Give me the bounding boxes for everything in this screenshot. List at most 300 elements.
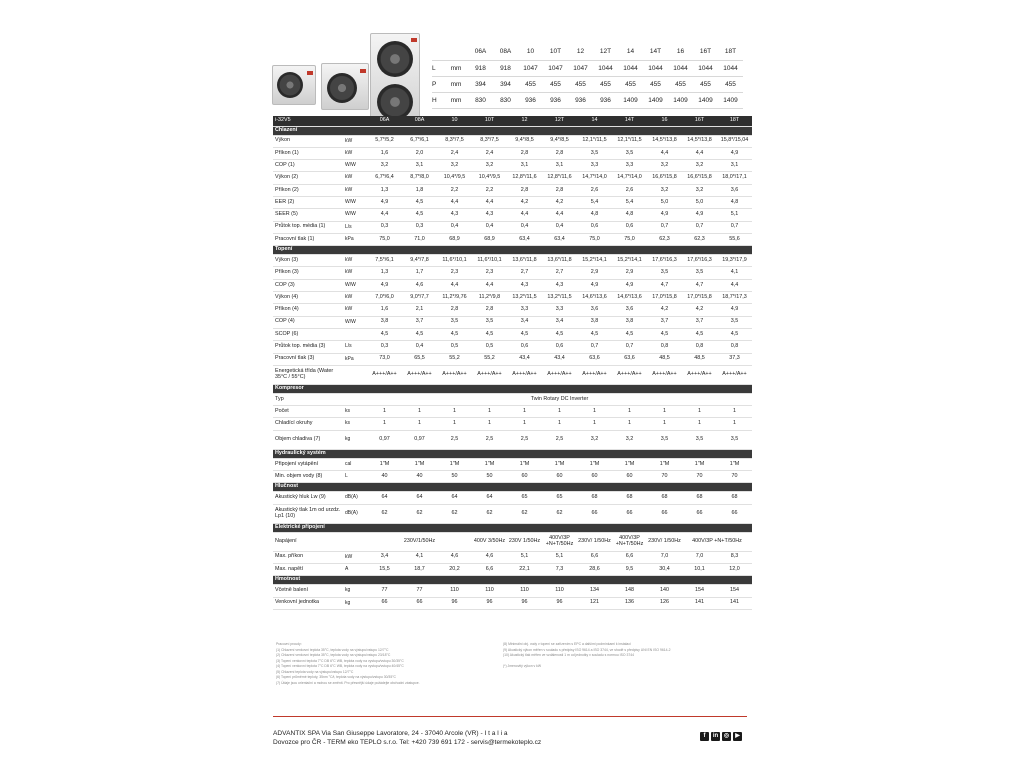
value-cell: 63,6 <box>612 353 647 365</box>
value-cell: 2,8 <box>542 147 577 159</box>
value-cell: 17,6*/16,3 <box>647 255 682 267</box>
value-cell: 37,3 <box>717 353 752 365</box>
value-cell: 1 <box>507 418 542 430</box>
value-cell: 13,2*/11,5 <box>542 292 577 304</box>
dim-unit-cell: mm <box>444 92 468 108</box>
model-header: 06A <box>468 44 493 60</box>
unit-cell: kW <box>345 292 367 304</box>
power-supply-cell: 230V/ 1/50Hz <box>577 532 612 551</box>
value-cell: 1"M <box>507 458 542 470</box>
section-title: Topení <box>273 246 752 255</box>
value-cell: A+++/A++ <box>507 365 542 384</box>
model-header: 18T <box>717 116 752 126</box>
value-cell: 5,1 <box>507 551 542 563</box>
value-cell: 65 <box>542 492 577 504</box>
unit-cell: L/s <box>345 341 367 353</box>
power-supply-cell: 230V/1/50Hz <box>367 532 472 551</box>
unit-cell: ks <box>345 406 367 418</box>
value-cell: 4,5 <box>507 328 542 340</box>
value-cell: A+++/A++ <box>472 365 507 384</box>
dim-value-cell: 830 <box>493 92 518 108</box>
value-cell: 14,6*/13,6 <box>577 292 612 304</box>
value-cell: 28,6 <box>577 563 612 575</box>
parameter-label: Včetně balení <box>273 585 345 597</box>
unit-cell: L <box>345 471 367 483</box>
unit-cell: kW <box>345 255 367 267</box>
value-cell: 8,3 <box>717 551 752 563</box>
value-cell: 3,2 <box>647 160 682 172</box>
value-cell: 15,2*/14,1 <box>577 255 612 267</box>
spec-row <box>273 597 752 609</box>
value-cell: 3,5 <box>717 316 752 328</box>
value-cell: 134 <box>577 585 612 597</box>
value-cell: 1 <box>612 418 647 430</box>
footnote-line: (4) Topení venkovní teplota 7°C DB 6°C WB, teplota vody na vystupu/vstupu 40/45°C <box>276 664 404 668</box>
spec-row <box>273 365 752 384</box>
value-cell: 4,7 <box>647 279 682 291</box>
value-cell: 0,3 <box>402 221 437 233</box>
value-cell: 66 <box>682 504 717 523</box>
value-cell: 1 <box>402 406 437 418</box>
value-cell: 6,7*/6,4 <box>367 172 402 184</box>
spec-table <box>273 116 752 610</box>
value-cell: 3,5 <box>437 316 472 328</box>
spec-row <box>273 532 752 551</box>
value-cell: 12,8*/11,6 <box>507 172 542 184</box>
value-cell: 8,3*/7,5 <box>437 135 472 147</box>
value-cell: 68,9 <box>472 233 507 245</box>
value-cell: 0,8 <box>682 341 717 353</box>
value-cell: 60 <box>577 471 612 483</box>
value-cell: 4,3 <box>472 209 507 221</box>
parameter-label: Akustický tlak 1m od urzdz. Lp1 (10) <box>273 504 345 523</box>
value-cell: 4,5 <box>437 328 472 340</box>
value-cell: 4,9 <box>682 209 717 221</box>
dim-unit-cell <box>444 44 468 60</box>
dim-value-cell: 1044 <box>593 60 618 76</box>
value-cell: 0,5 <box>437 341 472 353</box>
value-cell: 0,7 <box>612 341 647 353</box>
value-cell: 4,2 <box>542 196 577 208</box>
value-cell: 3,6 <box>717 184 752 196</box>
value-cell: 63,4 <box>507 233 542 245</box>
unit-cell <box>345 532 367 551</box>
value-cell: 4,6 <box>402 279 437 291</box>
spec-row <box>273 328 752 340</box>
value-cell: 14,7*/14,0 <box>577 172 612 184</box>
value-cell: 3,1 <box>507 160 542 172</box>
footnote-line: (5) Chlazení teplota vody na výstupu/vstupu 12/7°C <box>276 669 354 674</box>
value-cell: 3,8 <box>577 316 612 328</box>
value-cell: 4,9 <box>367 279 402 291</box>
parameter-label: Průtok top. média (1) <box>273 221 345 233</box>
dim-value-cell: 1409 <box>618 92 643 108</box>
value-cell: 10,4*/9,5 <box>472 172 507 184</box>
parameter-label: Chladící okruhy <box>273 418 345 430</box>
value-cell: 0,8 <box>717 341 752 353</box>
value-cell: 2,3 <box>437 267 472 279</box>
spec-row <box>273 471 752 483</box>
parameter-label: Max. napětí <box>273 563 345 575</box>
value-cell: 1 <box>472 406 507 418</box>
footnote-line: Pracovní proudy: <box>276 642 302 646</box>
value-cell: 2,4 <box>437 147 472 159</box>
value-cell: 0,7 <box>717 221 752 233</box>
value-cell: 16,6*/15,8 <box>647 172 682 184</box>
product-images <box>268 28 428 108</box>
power-supply-cell: 230V 1/50Hz <box>507 532 542 551</box>
dim-value-cell: 1047 <box>543 60 568 76</box>
parameter-label: SEER (5) <box>273 209 345 221</box>
dim-label-cell: H <box>432 92 444 108</box>
section-title: Chlazení <box>273 126 752 135</box>
value-cell: 0,4 <box>437 221 472 233</box>
power-supply-cell: 400V 3/50Hz <box>472 532 507 551</box>
dim-value-cell: 455 <box>543 76 568 92</box>
value-cell: 3,4 <box>507 316 542 328</box>
value-cell: 7,5*/6,1 <box>367 255 402 267</box>
value-cell: 2,8 <box>507 184 542 196</box>
value-cell: 77 <box>402 585 437 597</box>
spec-row <box>273 304 752 316</box>
dim-value-cell: 394 <box>493 76 518 92</box>
model-header: 08A <box>493 44 518 60</box>
dimensions-row <box>432 76 743 92</box>
value-cell: 7,3 <box>542 563 577 575</box>
series-name: i-32V5 <box>273 116 345 126</box>
value-cell: 1 <box>472 418 507 430</box>
value-cell: 22,1 <box>507 563 542 575</box>
model-header: 06A <box>367 116 402 126</box>
value-cell: 3,1 <box>542 160 577 172</box>
value-cell: 18,7 <box>402 563 437 575</box>
value-cell: 0,7 <box>647 221 682 233</box>
value-cell: 1 <box>612 406 647 418</box>
unit-cell: cal <box>345 458 367 470</box>
value-cell: 17,6*/16,3 <box>682 255 717 267</box>
value-cell: 2,1 <box>402 304 437 316</box>
footnote-line: (3) Topení venkovní teplota 7°C DB 6°C WB, teplota vody na vystupu/vstupu 30/35°C <box>276 658 404 663</box>
value-cell: 1"M <box>647 458 682 470</box>
value-cell: 2,5 <box>437 430 472 449</box>
value-cell: 2,6 <box>612 184 647 196</box>
value-cell: 4,5 <box>402 209 437 221</box>
value-cell: 3,1 <box>402 160 437 172</box>
value-cell: 8,3*/7,5 <box>472 135 507 147</box>
value-cell: 3,3 <box>542 304 577 316</box>
footer <box>273 730 541 747</box>
unit-cell: dB(A) <box>345 492 367 504</box>
value-cell: 1 <box>717 406 752 418</box>
model-header: 10 <box>437 116 472 126</box>
value-cell: 4,4 <box>682 147 717 159</box>
value-cell: 3,5 <box>612 147 647 159</box>
value-cell: 12,1*/11,5 <box>577 135 612 147</box>
linkedin-icon[interactable]: in <box>712 733 719 739</box>
footnote-line: (10) Akustický tlak měřen ve vzdálenosti 1 m od jednotky v souladu s normou ISO 3744 <box>503 653 634 657</box>
value-cell: 15,5 <box>367 563 402 575</box>
value-cell: 64 <box>472 492 507 504</box>
value-cell: 18,7*/17,3 <box>717 292 752 304</box>
footnote-line: (9) Akustický výkon měřen v souladu s předpisy ISO 9614 a ISO 3744, ve shodě s předpisy UNI EN ISO 9614-2 <box>503 647 671 652</box>
section-header-row <box>273 449 752 458</box>
value-cell: 66 <box>612 504 647 523</box>
value-cell: 10,1 <box>682 563 717 575</box>
value-cell: 6,7*/6,1 <box>402 135 437 147</box>
model-header: 12 <box>568 44 593 60</box>
spec-row <box>273 233 752 245</box>
dim-value-cell: 394 <box>468 76 493 92</box>
value-cell: 55,2 <box>472 353 507 365</box>
value-cell: 14,5*/13,8 <box>647 135 682 147</box>
spec-row <box>273 279 752 291</box>
value-cell: 40 <box>367 471 402 483</box>
value-cell: 66 <box>402 597 437 609</box>
value-cell: 5,4 <box>577 196 612 208</box>
dim-value-cell: 1409 <box>668 92 693 108</box>
value-cell: 4,9 <box>647 209 682 221</box>
spec-row <box>273 147 752 159</box>
value-cell: 136 <box>612 597 647 609</box>
spec-row <box>273 209 752 221</box>
unit-cell <box>345 328 367 340</box>
model-header: 14T <box>643 44 668 60</box>
value-cell: 5,0 <box>647 196 682 208</box>
value-cell: 2,8 <box>472 304 507 316</box>
spec-row <box>273 160 752 172</box>
parameter-label: Objem chladiva (7) <box>273 430 345 449</box>
value-cell: 0,4 <box>472 221 507 233</box>
value-cell: 5,7*/5,2 <box>367 135 402 147</box>
parameter-label: Min. objem vody (8) <box>273 471 345 483</box>
value-cell: 4,2 <box>682 304 717 316</box>
value-cell: 30,4 <box>647 563 682 575</box>
model-header: 12T <box>593 44 618 60</box>
value-cell: 11,6*/10,1 <box>472 255 507 267</box>
value-cell: 3,3 <box>577 160 612 172</box>
value-cell: 14,7*/14,0 <box>612 172 647 184</box>
value-cell: 141 <box>717 597 752 609</box>
dimensions-table <box>432 44 743 109</box>
value-cell: 3,1 <box>717 160 752 172</box>
value-cell: 4,6 <box>472 551 507 563</box>
value-cell: A+++/A++ <box>542 365 577 384</box>
dimensions-row <box>432 92 743 108</box>
value-cell: 3,2 <box>437 160 472 172</box>
value-cell: 62 <box>507 504 542 523</box>
parameter-label: Napájení <box>273 532 345 551</box>
value-cell: 13,2*/11,5 <box>507 292 542 304</box>
unit-cell: kW <box>345 147 367 159</box>
dim-value-cell: 455 <box>718 76 743 92</box>
unit-cell: kW <box>345 172 367 184</box>
value-cell: 62 <box>367 504 402 523</box>
value-cell: 9,4*/8,5 <box>507 135 542 147</box>
value-cell: 1 <box>367 418 402 430</box>
parameter-label: COP (1) <box>273 160 345 172</box>
value-cell: 13,6*/11,8 <box>507 255 542 267</box>
spec-row <box>273 393 752 405</box>
spec-row <box>273 492 752 504</box>
value-cell: 5,1 <box>717 209 752 221</box>
value-cell: 6,6 <box>577 551 612 563</box>
value-cell: 2,9 <box>577 267 612 279</box>
unit-cell: kg <box>345 585 367 597</box>
model-header: 08A <box>402 116 437 126</box>
value-cell: 9,4*/8,5 <box>542 135 577 147</box>
value-cell: 11,2*/9,8 <box>472 292 507 304</box>
dim-label-cell <box>432 44 444 60</box>
spec-row <box>273 184 752 196</box>
model-header: 12T <box>542 116 577 126</box>
value-cell: 1 <box>682 418 717 430</box>
value-cell: 62 <box>472 504 507 523</box>
value-cell: 4,9 <box>577 279 612 291</box>
value-cell: 68,9 <box>437 233 472 245</box>
model-header: 16 <box>647 116 682 126</box>
value-cell: 3,3 <box>507 304 542 316</box>
spec-row <box>273 406 752 418</box>
value-cell: 40 <box>402 471 437 483</box>
value-cell: 4,4 <box>472 279 507 291</box>
dim-value-cell: 1409 <box>643 92 668 108</box>
value-cell: 2,0 <box>402 147 437 159</box>
value-cell: 3,5 <box>682 267 717 279</box>
section-title: Hmotnost <box>273 576 752 585</box>
unit-cell: kW <box>345 551 367 563</box>
value-cell: 66 <box>577 504 612 523</box>
section-header-row <box>273 523 752 532</box>
value-cell: 63,6 <box>577 353 612 365</box>
value-cell: 3,7 <box>682 316 717 328</box>
dim-value-cell: 1409 <box>693 92 718 108</box>
value-cell: 0,7 <box>577 341 612 353</box>
dim-label-cell: P <box>432 76 444 92</box>
value-cell: 11,2*/9,76 <box>437 292 472 304</box>
spec-row <box>273 563 752 575</box>
parameter-label: Průtok top. média (3) <box>273 341 345 353</box>
value-cell: 13,6*/11,8 <box>542 255 577 267</box>
value-cell: 4,4 <box>717 279 752 291</box>
youtube-icon[interactable]: ▶ <box>733 732 742 741</box>
value-cell: 66 <box>717 504 752 523</box>
value-cell: 141 <box>682 597 717 609</box>
value-cell: 4,8 <box>612 209 647 221</box>
footnote-line: (8) Minimální obj. vody v topení se zařízením s EPC a dalšími podmínkami k instalaci <box>503 642 631 646</box>
footnotes-left <box>276 642 506 686</box>
unit-cell: kW <box>345 184 367 196</box>
parameter-label: Výkon (2) <box>273 172 345 184</box>
value-cell: 50 <box>437 471 472 483</box>
section-header-row <box>273 246 752 255</box>
value-cell: 3,4 <box>542 316 577 328</box>
dim-value-cell: 1044 <box>668 60 693 76</box>
unit-cell: W/W <box>345 279 367 291</box>
value-cell: 65,5 <box>402 353 437 365</box>
model-header: 16T <box>693 44 718 60</box>
value-cell: 2,8 <box>542 184 577 196</box>
value-cell: 0,7 <box>682 221 717 233</box>
value-cell: 0,97 <box>402 430 437 449</box>
spec-header-row <box>273 116 752 126</box>
value-cell: 1 <box>507 406 542 418</box>
power-supply-cell: 400V/3P +N+T/50Hz <box>682 532 752 551</box>
value-cell: 60 <box>507 471 542 483</box>
power-supply-cell: 400V/3P +N+T/50Hz <box>612 532 647 551</box>
value-cell: 43,4 <box>542 353 577 365</box>
value-cell: A+++/A++ <box>682 365 717 384</box>
value-cell: 4,3 <box>507 279 542 291</box>
value-cell: 1,8 <box>402 184 437 196</box>
dim-value-cell: 936 <box>568 92 593 108</box>
facebook-icon[interactable]: f <box>700 732 709 741</box>
dimensions-header-row <box>432 44 743 60</box>
value-cell: 48,5 <box>647 353 682 365</box>
value-cell: 20,2 <box>437 563 472 575</box>
value-cell: 68 <box>647 492 682 504</box>
power-supply-cell: 400V/3P +N+T/50Hz <box>542 532 577 551</box>
spanned-value: Twin Rotary DC Inverter <box>367 393 752 405</box>
value-cell: 4,5 <box>682 328 717 340</box>
unit-cell: kg <box>345 597 367 609</box>
value-cell: 12,8*/11,6 <box>542 172 577 184</box>
unit-cell: L/s <box>345 221 367 233</box>
value-cell: 12,1*/11,5 <box>612 135 647 147</box>
value-cell: 14,5*/13,8 <box>682 135 717 147</box>
model-header: 14 <box>618 44 643 60</box>
dim-value-cell: 1044 <box>693 60 718 76</box>
dim-value-cell: 936 <box>518 92 543 108</box>
dim-value-cell: 455 <box>593 76 618 92</box>
value-cell: 0,6 <box>542 341 577 353</box>
value-cell: 2,2 <box>472 184 507 196</box>
dim-value-cell: 1044 <box>643 60 668 76</box>
value-cell: 16,6*/15,8 <box>682 172 717 184</box>
value-cell: 43,4 <box>507 353 542 365</box>
spec-row <box>273 418 752 430</box>
value-cell: 1 <box>402 418 437 430</box>
value-cell: 77 <box>367 585 402 597</box>
value-cell: 0,4 <box>402 341 437 353</box>
dimensions-row <box>432 60 743 76</box>
value-cell: 1 <box>437 418 472 430</box>
outdoor-unit-medium-image <box>321 63 369 110</box>
value-cell: 4,4 <box>472 196 507 208</box>
value-cell: 3,3 <box>612 160 647 172</box>
value-cell: 17,0*/15,8 <box>647 292 682 304</box>
value-cell: 1 <box>717 418 752 430</box>
parameter-label: Výkon (4) <box>273 292 345 304</box>
parameter-label: Příkon (3) <box>273 267 345 279</box>
dim-value-cell: 936 <box>593 92 618 108</box>
unit-cell: W/W <box>345 316 367 328</box>
value-cell: 1,7 <box>402 267 437 279</box>
unit-cell: kPa <box>345 233 367 245</box>
value-cell: 64 <box>367 492 402 504</box>
dim-value-cell: 936 <box>543 92 568 108</box>
model-header: 14T <box>612 116 647 126</box>
value-cell: 126 <box>647 597 682 609</box>
instagram-icon[interactable]: ◎ <box>723 733 730 739</box>
spec-row <box>273 585 752 597</box>
value-cell: 2,8 <box>437 304 472 316</box>
value-cell: 10,4*/9,5 <box>437 172 472 184</box>
parameter-label: Max. příkon <box>273 551 345 563</box>
value-cell: 19,3*/17,9 <box>717 255 752 267</box>
value-cell: 96 <box>507 597 542 609</box>
value-cell: 62 <box>437 504 472 523</box>
unit-header <box>345 116 367 126</box>
